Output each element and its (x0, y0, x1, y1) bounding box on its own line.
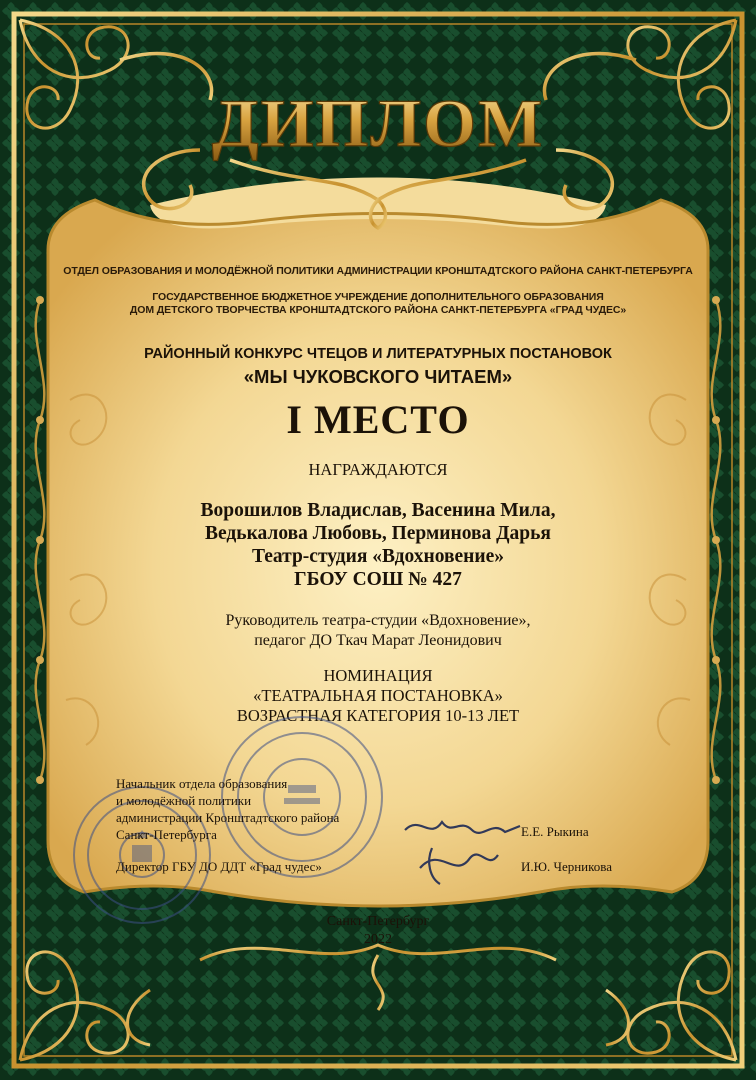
winners-line-2: Ведькалова Любовь, Перминова Дарья (204, 523, 551, 544)
signer-1-title-line-3: администрации Кронштадтского района (116, 810, 340, 825)
age-category: ВОЗРАСТНАЯ КАТЕГОРИЯ 10-13 ЛЕТ (236, 706, 520, 725)
signer-2-title: Директор ГБУ ДО ДДТ «Град чудес» (116, 859, 322, 874)
studio-name: Театр-студия «Вдохновение» (251, 546, 505, 567)
winners-line-1: Ворошилов Владислав, Васенина Мила, (200, 500, 556, 521)
signer-1-name: Е.Е. Рыкина (521, 824, 589, 839)
signer-1-title-line-2: и молодёжной политики (116, 793, 252, 808)
city: Санкт-Петербург (326, 914, 430, 929)
signer-1-title (116, 775, 376, 843)
org-line-1: ОТДЕЛ ОБРАЗОВАНИЯ И МОЛОДЁЖНОЙ ПОЛИТИКИ АДМИНИСТРАЦИИ КРОНШТАДТСКОГО РАЙОНА САНКТ-ПЕТЕРБУРГА (63, 265, 693, 277)
nomination-value: «ТЕАТРАЛЬНАЯ ПОСТАНОВКА» (253, 686, 503, 705)
signer-2-name: И.Ю. Черникова (521, 859, 613, 874)
contest-title: РАЙОННЫЙ КОНКУРС ЧТЕЦОВ И ЛИТЕРАТУРНЫХ ПОСТАНОВОК (144, 346, 612, 362)
org-line-3: ДОМ ДЕТСКОГО ТВОРЧЕСТВА КРОНШТАДТСКОГО РАЙОНА САНКТ-ПЕТЕРБУРГА «ГРАД ЧУДЕС» (129, 304, 627, 316)
signer-1-title-line-4: Санкт-Петербурга (116, 827, 217, 842)
place-heading: I МЕСТО (286, 397, 470, 442)
contest-name: «МЫ ЧУКОВСКОГО ЧИТАЕМ» (243, 366, 513, 387)
signer-1-title-line-1: Начальник отдела образования (116, 776, 288, 791)
awarded-label: НАГРАЖДАЮТСЯ (308, 460, 448, 479)
org-line-2: ГОСУДАРСТВЕННОЕ БЮДЖЕТНОЕ УЧРЕЖДЕНИЕ ДОПОЛНИТЕЛЬНОГО ОБРАЗОВАНИЯ (152, 291, 604, 303)
diploma-title: ДИПЛОМ (211, 85, 545, 161)
school-name: ГБОУ СОШ № 427 (294, 569, 462, 590)
year: 2022 (364, 932, 392, 947)
leader-line-1: Руководитель театра-студии «Вдохновение», (225, 612, 531, 629)
leader-line-2: педагог ДО Ткач Марат Леонидович (254, 632, 502, 649)
nomination-label: НОМИНАЦИЯ (323, 666, 433, 685)
